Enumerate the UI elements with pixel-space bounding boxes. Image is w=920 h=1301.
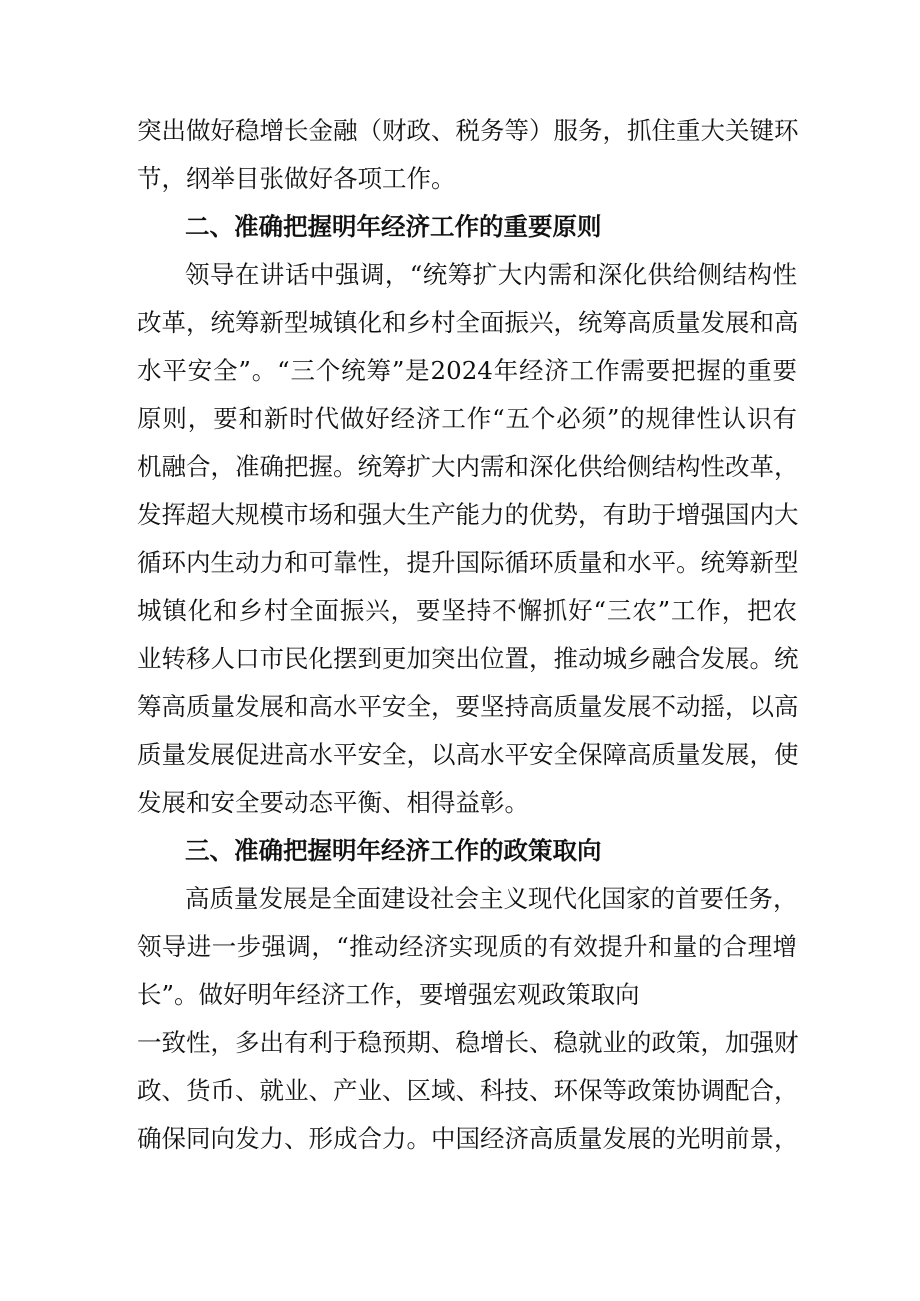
paragraph-line: 确保同向发力、形成合力。中国经济高质量发展的光明前景， — [137, 1124, 799, 1153]
paragraph-line: 领导进一步强调，“推动经济实现质的有效提升和量的合理增 — [137, 932, 797, 961]
paragraph-line: 高质量发展是全面建设社会主义现代化国家的首要任务， — [185, 884, 798, 913]
paragraph-line: 循环内生动力和可靠性，提升国际循环质量和水平。统筹新型 — [137, 548, 799, 577]
paragraph-line: 节，纲举目张做好各项工作。 — [137, 164, 456, 193]
paragraph-line: 长”。做好明年经济工作，要增强宏观政策取向 — [137, 980, 640, 1009]
paragraph-line: 业转移人口市民化摆到更加突出位置，推动城乡融合发展。统 — [137, 644, 799, 673]
paragraph-line: 水平安全”。“三个统筹”是2024年经济工作需要把握的重要 — [137, 356, 797, 385]
paragraph-line: 改革，统筹新型城镇化和乡村全面振兴，统筹高质量发展和高 — [137, 308, 799, 337]
paragraph-line: 领导在讲话中强调，“统筹扩大内需和深化供给侧结构性 — [185, 260, 797, 289]
paragraph-line: 质量发展促进高水平安全，以高水平安全保障高质量发展，使 — [137, 740, 799, 769]
paragraph-line: 政、货币、就业、产业、区域、科技、环保等政策协调配合， — [137, 1076, 799, 1105]
paragraph-line: 突出做好稳增长金融（财政、税务等）服务，抓住重大关键环 — [137, 116, 799, 145]
paragraph-line: 发挥超大规模市场和强大生产能力的优势，有助于增强国内大 — [137, 500, 799, 529]
section-heading-2: 二、准确把握明年经济工作的重要原则 — [185, 212, 602, 241]
paragraph-line: 机融合，准确把握。统筹扩大内需和深化供给侧结构性改革， — [137, 452, 799, 481]
paragraph-line: 筹高质量发展和高水平安全，要坚持高质量发展不动摇，以高 — [137, 692, 799, 721]
section-heading-3: 三、准确把握明年经济工作的政策取向 — [185, 836, 602, 865]
paragraph-line: 原则，要和新时代做好经济工作“五个必须”的规律性认识有 — [137, 404, 797, 433]
paragraph-line: 一致性，多出有利于稳预期、稳增长、稳就业的政策，加强财 — [137, 1028, 799, 1057]
paragraph-line: 发展和安全要动态平衡、相得益彰。 — [137, 788, 529, 817]
paragraph-line: 城镇化和乡村全面振兴，要坚持不懈抓好“三农”工作，把农 — [137, 596, 797, 625]
